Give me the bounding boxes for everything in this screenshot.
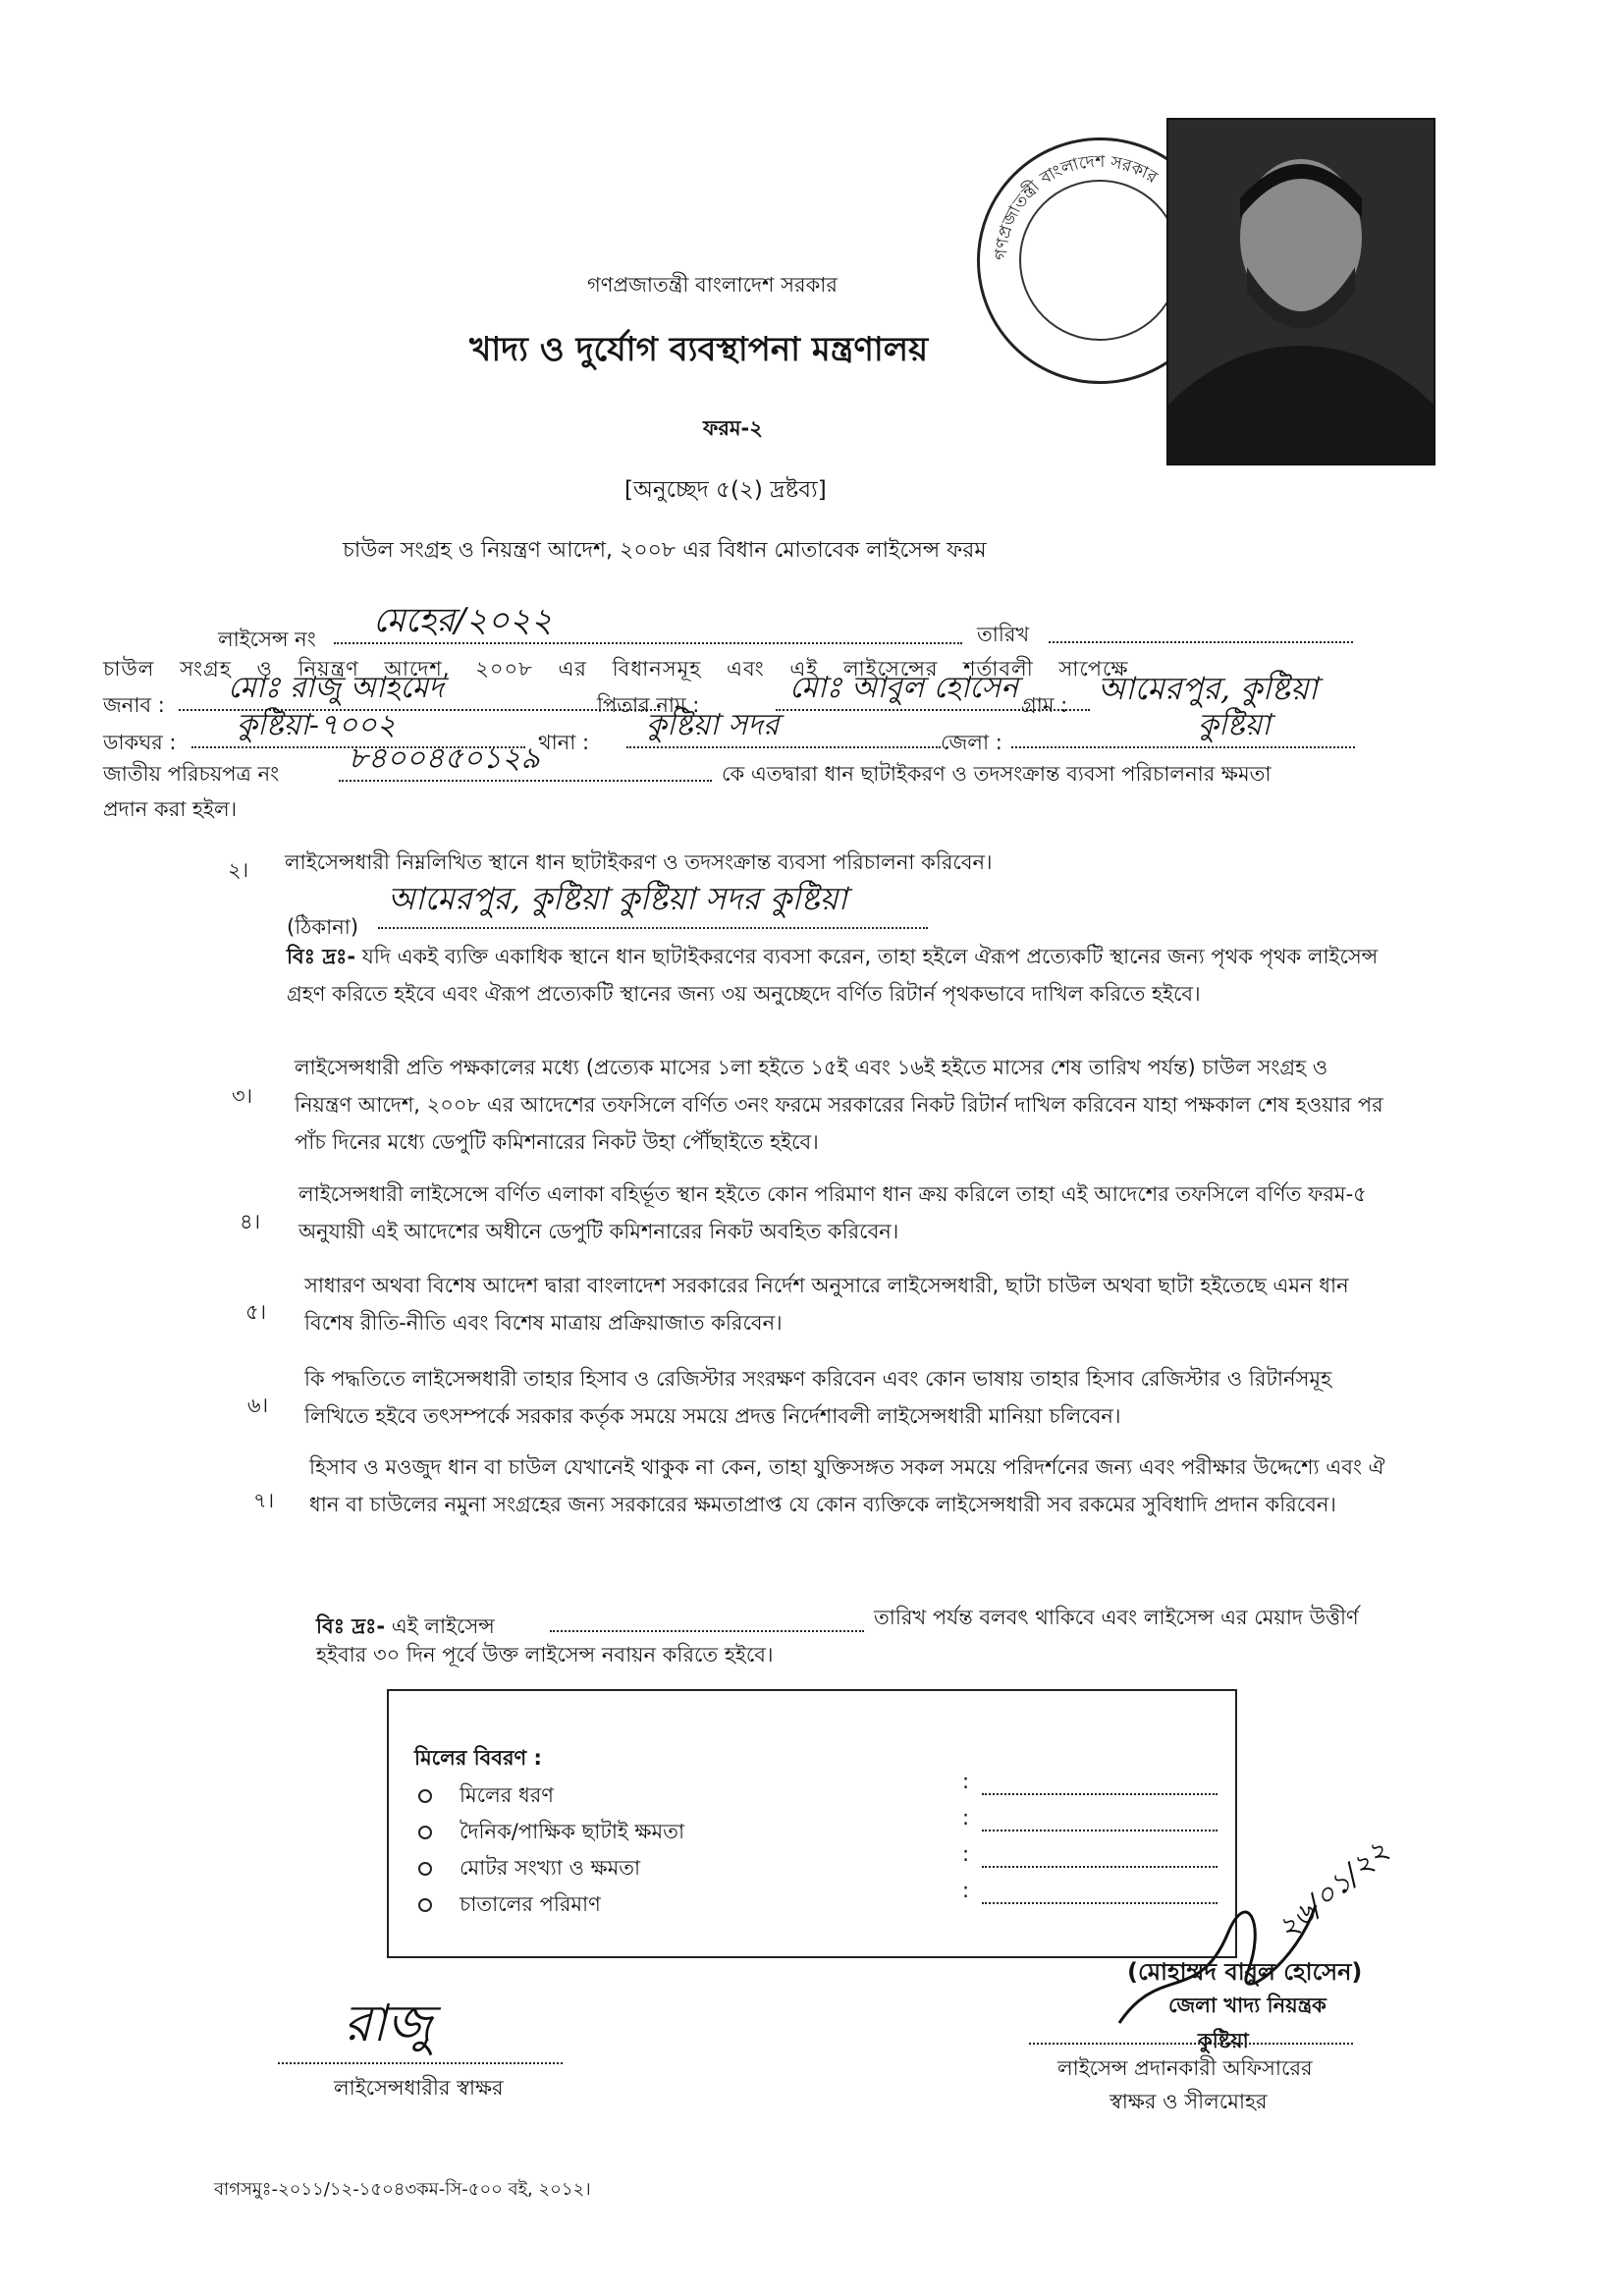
seal-text: গণপ্রজাতন্ত্রী বাংলাদেশ সরকার [991, 151, 1162, 261]
nid-label: জাতীয় পরিচয়পত্র নং [103, 762, 280, 786]
clause-3-text: লাইসেন্সধারী প্রতি পক্ষকালের মধ্যে (প্রত্যেক মাসের ১লা হইতে ১৫ই এবং ১৬ই হইতে মাসের শেষ তারিখ পর্যন্ত) চাউল সংগ্রহ ও নিয়ন্ত্রণ আদেশ, ২০০৮ এর আদেশের তফসিলে বর্ণিত ৩নং ফরমে সরকারের নিকট রিটার্ন দাখিল করিবেন যাহা পক্ষকাল শেষ হওয়ার পর পাঁচ দিনের মধ্যে ডেপুটি কমিশনারের নিকট উহা পৌঁছাইতে হইবে। [295, 1056, 1383, 1154]
bullet-icon [418, 1898, 432, 1912]
clause-4-text: লাইসেন্সধারী লাইসেন্সে বর্ণিত এলাকা বহির্ভূত স্থান হইতে কোন পরিমাণ ধান ক্রয় করিলে তাহা এই আদেশের তফসিলে বর্ণিত ফরম-৫ অনুযায়ী এই আদেশের অধীনে ডেপুটি কমিশনারের নিকট অবহিত করিবেন। [298, 1182, 1367, 1243]
officer-label-2: স্বাক্ষর ও সীলমোহর [1110, 2090, 1268, 2113]
note-1 [287, 938, 1396, 1012]
mill-item-type: মিলের ধরণ [418, 1779, 554, 1814]
clause-2-text: লাইসেন্সধারী নিম্নলিখিত স্থানে ধান ছাটাইকরণ ও তদসংক্রান্ত ব্যবসা পরিচালনা করিবেন। [285, 850, 993, 874]
colon-1: : [962, 1770, 970, 1793]
clause-6-text: কি পদ্ধতিতে লাইসেন্সধারী তাহার হিসাব ও রেজিস্টার সংরক্ষণ করিবেন এবং কোন ভাষায় তাহার হিসাব রেজিস্টার ও রিটার্নসমূহ লিখিতে হইবে তৎসম্পর্কে সরকার কর্তৃক সময়ে সময়ে প্রদত্ত নির্দেশাবলী লাইসেন্সধারী মানিয়া চলিবেন। [304, 1367, 1332, 1428]
clause-2-number: ২। [228, 858, 249, 882]
bullet-icon [418, 1789, 432, 1803]
note-2-label: বিঃ দ্রঃ- [316, 1614, 386, 1638]
postoffice-value: কুষ্টিয়া-৭০০২ [237, 708, 397, 742]
govt-heading: গণপ্রজাতন্ত্রী বাংলাদেশ সরকার [587, 273, 838, 297]
mill-title: মিলের বিবরণ : [414, 1746, 542, 1770]
note-1-label: বিঃ দ্রঃ- [287, 945, 356, 968]
intro-line: চাউল সংগ্রহ ও নিয়ন্ত্রণ আদেশ, ২০০৮ এর বিধানসমূহ এবং এই লাইসেন্সের শর্তাবলী সাপেক্ষে [103, 657, 1129, 681]
thana-label: থানা : [538, 731, 590, 754]
form-title: চাউল সংগ্রহ ও নিয়ন্ত্রণ আদেশ, ২০০৮ এর বিধান মোতাবেক লাইসেন্স ফরম [343, 538, 987, 563]
clause-6-number: ৬। [247, 1394, 269, 1417]
print-reference: বাগসমুঃ-২০১১/১২-১৫০৪৩কম-সি-৫০০ বই, ২০১২। [214, 2179, 591, 2200]
address-label: (ঠিকানা) [287, 915, 359, 939]
license-no-label: লাইসেন্স নং [218, 628, 316, 651]
name-value: মোঃ রাজু আহমেদ [228, 671, 444, 705]
father-label: পিতার নাম : [597, 693, 700, 717]
colon-4: : [962, 1879, 970, 1902]
license-no-field [334, 601, 962, 644]
holder-sign-label: লাইসেন্সধারীর স্বাক্ষর [334, 2076, 504, 2100]
officer-place: কুষ্টিয়া [1198, 2029, 1249, 2052]
bullet-icon [418, 1862, 432, 1876]
capacity-field [982, 1806, 1218, 1831]
paragraph-reference: [অনুচ্ছেদ ৫(২) দ্রষ্টব্য] [624, 477, 827, 503]
officer-title: জেলা খাদ্য নিয়ন্ত্রক [1168, 1994, 1326, 2017]
district-value: কুষ্টিয়া [1198, 708, 1271, 742]
holder-sign-line [278, 2056, 563, 2064]
clause-5-number: ৫। [245, 1300, 267, 1324]
bullet-icon [418, 1826, 432, 1839]
clause-7-text: হিসাব ও মওজুদ ধান বা চাউল যেখানেই থাকুক না কেন, তাহা যুক্তিসঙ্গত সকল সময়ে পরিদর্শনের জন্য এবং পরীক্ষার উদ্দেশ্যে এবং ঐ ধান বা চাউলের নমুনা সংগ্রহের জন্য সরকারের ক্ষমতাপ্রাপ্ত যে কোন ব্যক্তিকে লাইসেন্সধারী সব রকমের সুবিধাদি প্রদান করিবেন। [309, 1455, 1385, 1516]
mill-item-yard: চাতালের পরিমাণ [418, 1888, 601, 1923]
village-value: আমেরপুর, কুষ্টিয়া [1098, 670, 1319, 707]
form-number: ফরম-২ [703, 416, 763, 440]
holder-signature: রাজু [344, 1995, 433, 2053]
mill-type-field [982, 1770, 1218, 1795]
officer-name: (মোহাম্মদ বাবুল হোসেন) [1127, 1958, 1363, 1986]
date-field [1049, 614, 1353, 643]
district-label: জেলা : [941, 731, 1002, 754]
ministry-heading: খাদ্য ও দুর্যোগ ব্যবস্থাপনা মন্ত্রণালয় [469, 330, 929, 369]
mill-item-capacity: দৈনিক/পাক্ষিক ছাটাই ক্ষমতা [418, 1816, 684, 1850]
address-value: আমেরপুর, কুষ্টিয়া কুষ্টিয়া সদর কুষ্টিয়া [388, 880, 847, 917]
district-field [1011, 705, 1355, 748]
date-label: তারিখ [977, 623, 1030, 646]
applicant-photo [1166, 118, 1435, 465]
grant-line: প্রদান করা হইল। [103, 797, 238, 821]
note-2-prefix: এই লাইসেন্স [391, 1614, 495, 1638]
officer-sign-line [1029, 2037, 1353, 2045]
colon-2: : [962, 1806, 970, 1830]
clause-7-number: ৭। [253, 1489, 275, 1512]
mill-item-motor: মোটর সংখ্যা ও ক্ষমতা [418, 1852, 640, 1886]
thana-value: কুষ্টিয়া সদর [646, 708, 780, 742]
nid-value: ৮৪০০৪৫০১২৯ [349, 741, 540, 776]
father-value: মোঃ আবুল হোসেন [789, 671, 1019, 705]
clause-4-number: ৪। [240, 1210, 261, 1233]
postoffice-label: ডাকঘর : [103, 731, 177, 754]
clause-3-number: ৩। [232, 1084, 253, 1108]
license-no-value: মেহের/২০২২ [373, 601, 553, 640]
clause-5-text: সাধারণ অথবা বিশেষ আদেশ দ্বারা বাংলাদেশ সরকারের নির্দেশ অনুসারে লাইসেন্সধারী, ছাটা চাউল অথবা ছাটা হইতেছে এমন ধান বিশেষ রীতি-নীতি এবং বিশেষ মাত্রায় প্রক্রিয়াজাত করিবেন। [304, 1274, 1349, 1335]
name-label: জনাব : [103, 693, 165, 717]
note-2-text: তারিখ পর্যন্ত বলবৎ থাকিবে এবং লাইসেন্স এর মেয়াদ উত্তীর্ণ হইবার ৩০ দিন পূর্বে উক্ত লাইসেন্স নবায়ন করিতে হইবে। [316, 1606, 1359, 1667]
nid-suffix: কে এতদ্বারা ধান ছাটাইকরণ ও তদসংক্রান্ত ব্যবসা পরিচালনার ক্ষমতা [722, 762, 1272, 786]
colon-3: : [962, 1842, 970, 1866]
address-field [378, 882, 928, 929]
officer-date: ২৬/০১/২২ [1271, 1833, 1396, 1947]
officer-label-1: লাইসেন্স প্রদানকারী অফিসারের [1057, 2056, 1313, 2080]
note-1-text: যদি একই ব্যক্তি একাধিক স্থানে ধান ছাটাইকরণের ব্যবসা করেন, তাহা হইলে ঐরূপ প্রত্যেকটি স্থানের জন্য পৃথক পৃথক লাইসেন্স গ্রহণ করিতে হইবে এবং ঐরূপ প্রত্যেকটি স্থানের জন্য ৩য় অনুচ্ছেদে বর্ণিত রিটার্ন পৃথকভাবে দাখিল করিতে হইবে। [287, 945, 1379, 1006]
village-label: গ্রাম : [1021, 693, 1068, 717]
nid-field [339, 738, 712, 782]
